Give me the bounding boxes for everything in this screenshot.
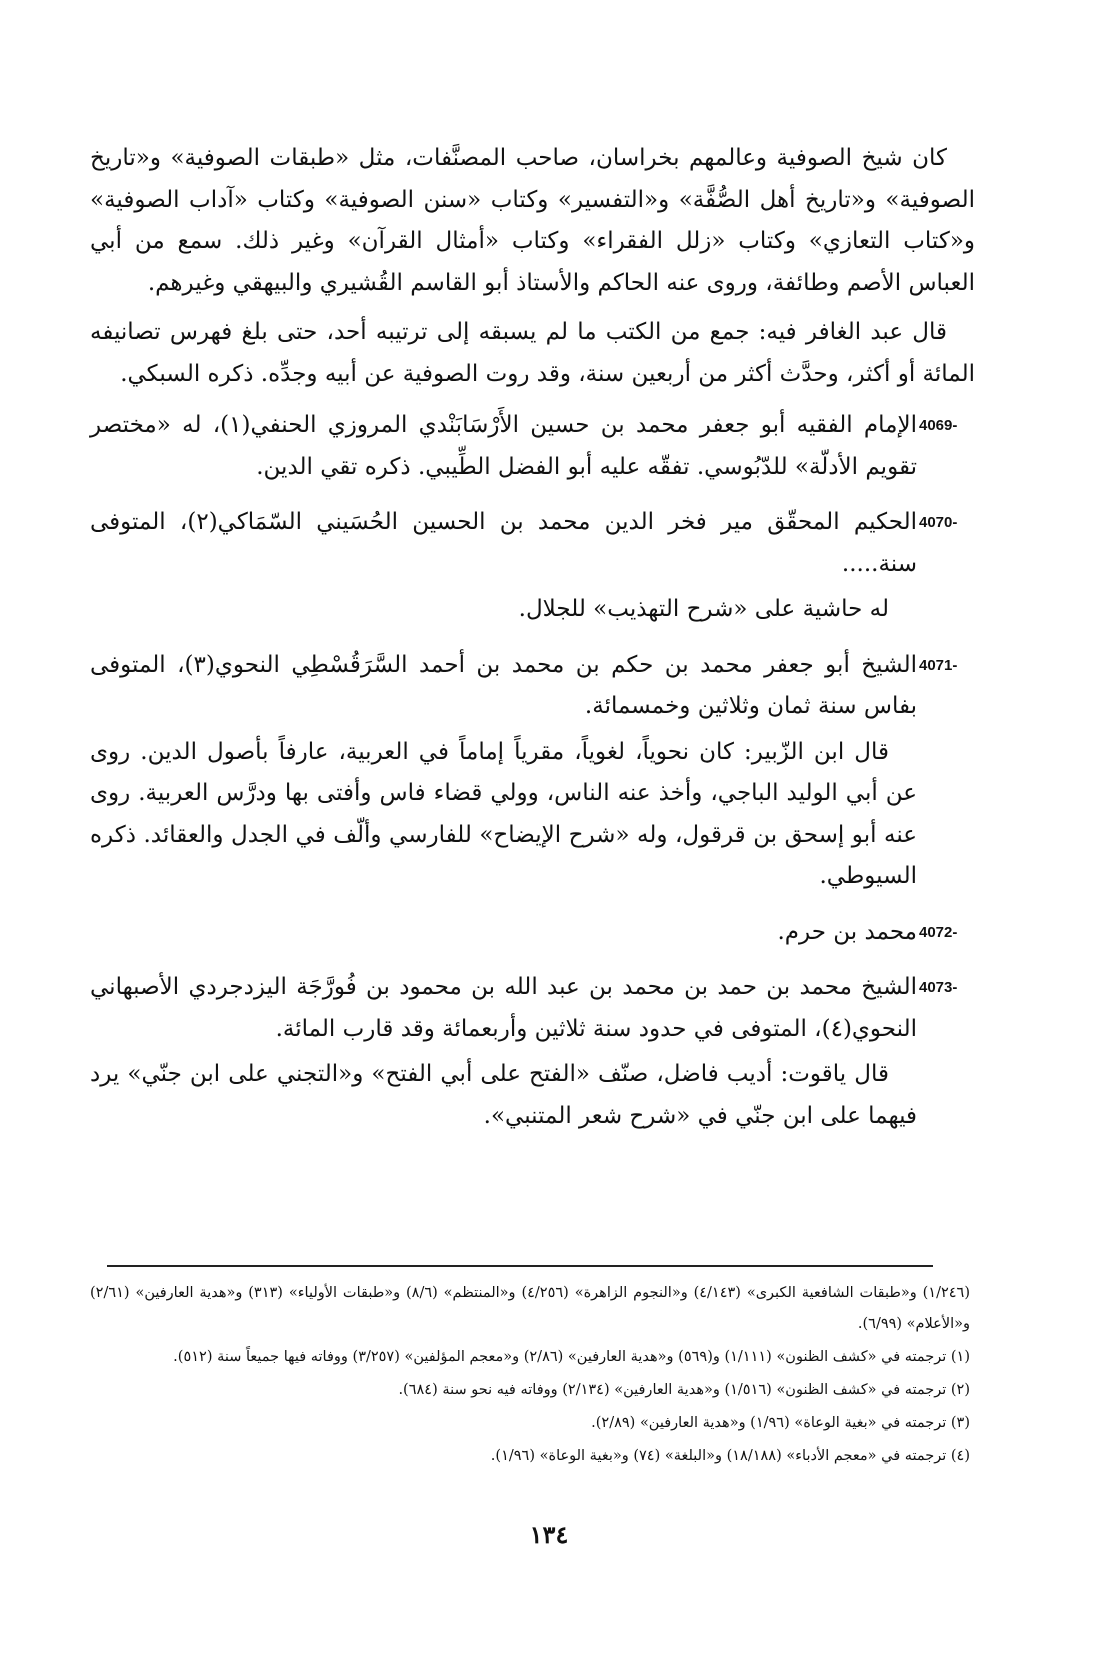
- entry-subtext: له حاشية على «شرح التهذيب» للجلال.: [518, 596, 889, 622]
- entry-4072: [90, 912, 975, 954]
- entry-text: الشيخ أبو جعفر محمد بن حكم بن محمد بن أحمد السَّرَقُسْطِي النحوي(٣)، المتوفى بفاس سنة ثمان وثلاثين وخمسمائة.: [90, 651, 917, 719]
- entry-4069: [90, 405, 975, 488]
- entry-text: الحكيم المحقّق مير فخر الدين محمد بن الحسين الحُسَيني السّمَاكي(٢)، المتوفى سنة.....: [90, 509, 918, 577]
- entry-subtext: قال ياقوت: أديب فاضل، صنّف «الفتح على أبي الفتح» و«التجني على ابن جنّي» يرد فيهما على ابن جنّي في «شرح شعر المتنبي».: [90, 1061, 917, 1129]
- entry-subtext: قال ابن الزّبير: كان نحوياً، لغوياً، مقرياً إماماً في العربية، عارفاً بأصول الدين. روى عن أبي الوليد الباجي، وأخذ عنه الناس، وولي قضاء فاس وأفتى بها ودرَّس العربية. روى عنه أبو إسحق بن قرقول، وله «شرح الإيضاح» للفارسي وألّف في الجدل والعقائد. ذكره السيوطي.: [90, 738, 917, 889]
- footnote-3: (٣) ترجمته في «بغية الوعاة» (١/٩٦) و«هدية العارفين» (٢/٨٩).: [591, 1415, 970, 1431]
- entry-text: الشيخ محمد بن حمد بن محمد بن عبد الله بن محمود بن فُورَّجَة اليزدجردي الأصبهاني النحوي(٤)، المتوفى في حدود سنة ثلاثين وأربعمائة وقد قارب المائة.: [90, 974, 917, 1042]
- entry-number: 4073-: [919, 979, 958, 996]
- entry-4070: [90, 502, 975, 631]
- entry-number: 4072-: [919, 923, 958, 941]
- footnote-1: (١) ترجمته في «كشف الظنون» (١/١١١) و(٥٦٩) و«هدية العارفين» (٢/٨٦) و«معجم المؤلفين» (٣/٢٥٧) ووفاته فيها جميعاً سنة (٥١٢).: [173, 1349, 970, 1365]
- main-text: [90, 138, 975, 1151]
- footnote-2: (٢) ترجمته في «كشف الظنون» (١/٥١٦) و«هدية العارفين» (٢/١٣٤) ووفاته فيه نحو سنة (٦٨٤).: [398, 1382, 970, 1398]
- footnotes: [90, 1278, 970, 1474]
- entry-4071: [90, 645, 975, 898]
- intro-paragraph-1: كان شيخ الصوفية وعالمهم بخراسان، صاحب المصنَّفات، مثل «طبقات الصوفية» و«تاريخ الصوفية» و«تاريخ أهل الصُّفَّة» و«التفسير» وكتاب «سنن الصوفية» وكتاب «آداب الصوفية» و«كتاب التعازي» وكتاب «زلل الفقراء» وكتاب «أمثال القرآن» وغير ذلك. سمع من أبي العباس الأصم وطائفة، وروى عنه الحاكم والأستاذ أبو القاسم القُشيري والبيهقي وغيرهم.: [90, 145, 975, 296]
- footnote-carryover: (١/٢٤٦) و«طبقات الشافعية الكبرى» (٤/١٤٣) و«النجوم الزاهرة» (٤/٢٥٦) و«المنتظم» (٨/٦) و«طبقات الأولياء» (٣١٣) و«هدية العارفين» (٢/٦١) و«الأعلام» (٦/٩٩).: [90, 1285, 970, 1332]
- entry-number: 4069-: [919, 417, 958, 434]
- footnote-4: (٤) ترجمته في «معجم الأدباء» (١٨/١٨٨) و«البلغة» (٧٤) و«بغية الوعاة» (١/٩٦).: [490, 1448, 970, 1464]
- entry-text: محمد بن حرم.: [777, 918, 917, 945]
- page-number: ١٣٤: [529, 1520, 569, 1549]
- footnote-divider: [107, 1265, 933, 1267]
- entry-number: 4071-: [919, 656, 958, 674]
- entry-4073: [90, 967, 975, 1137]
- entry-number: 4070-: [919, 514, 958, 531]
- entry-text: الإمام الفقيه أبو جعفر محمد بن حسين الأَرْسَابَنْدي المروزي الحنفي(١)، له «مختصر تقويم الأدلّة» للدّبُوسي. تفقّه عليه أبو الفضل الطِّيبي. ذكره تقي الدين.: [90, 412, 917, 480]
- intro-paragraph-2: قال عبد الغافر فيه: جمع من الكتب ما لم يسبقه إلى ترتيبه أحد، حتى بلغ فهرس تصانيفه المائة أو أكثر، وحدَّث أكثر من أربعين سنة، وقد روت الصوفية عن أبيه وجدِّه. ذكره السبكي.: [90, 319, 975, 387]
